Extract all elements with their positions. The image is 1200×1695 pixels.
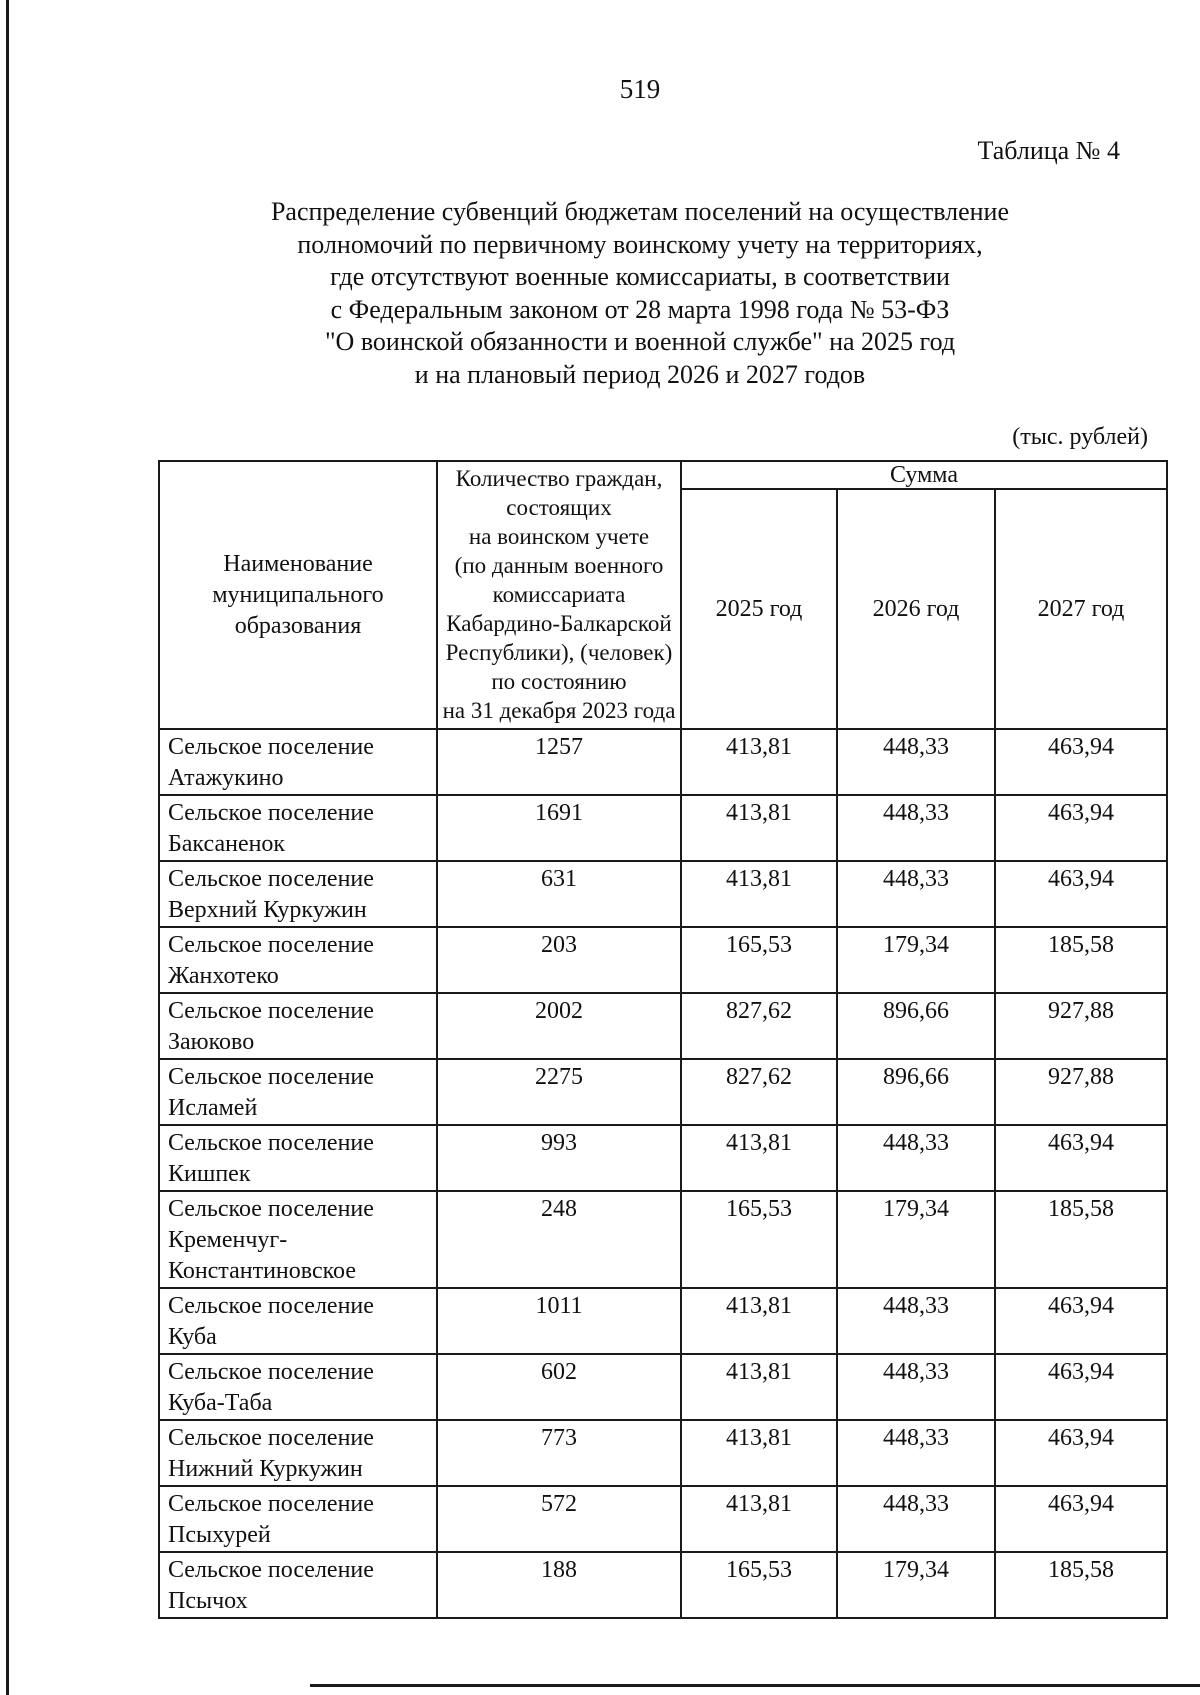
header-count-line: состоящих bbox=[506, 495, 612, 520]
amount-2027: 463,94 bbox=[995, 795, 1167, 861]
name-line: Сельское поселение bbox=[168, 800, 374, 826]
page-number: 519 bbox=[619, 74, 661, 104]
amount-2026: 448,33 bbox=[837, 1125, 995, 1191]
amount-2025: 165,53 bbox=[681, 1191, 837, 1288]
amount-2027: 185,58 bbox=[995, 1552, 1167, 1618]
amount-2026: 179,34 bbox=[837, 927, 995, 993]
header-sum: Сумма bbox=[681, 461, 1167, 489]
name-line: Сельское поселение bbox=[168, 1425, 374, 1451]
page-left-border bbox=[6, 0, 9, 1695]
citizen-count: 188 bbox=[437, 1552, 681, 1618]
citizen-count: 602 bbox=[437, 1354, 681, 1420]
municipality-name bbox=[159, 1125, 437, 1191]
header-count-line: на 31 декабря 2023 года bbox=[442, 698, 676, 723]
name-line: Кременчуг- bbox=[168, 1227, 288, 1253]
amount-2025: 413,81 bbox=[681, 795, 837, 861]
amount-2026: 179,34 bbox=[837, 1552, 995, 1618]
table-row bbox=[159, 1125, 1167, 1191]
amount-2026: 448,33 bbox=[837, 1288, 995, 1354]
name-line: Куба bbox=[168, 1324, 217, 1350]
municipality-name bbox=[159, 1486, 437, 1552]
citizen-count: 773 bbox=[437, 1420, 681, 1486]
table-row bbox=[159, 993, 1167, 1059]
table-label: Таблица № 4 bbox=[977, 136, 1120, 165]
amount-2026: 448,33 bbox=[837, 729, 995, 795]
table-row bbox=[159, 729, 1167, 795]
header-count-line: Республики), (человек) bbox=[445, 640, 673, 665]
name-line: Сельское поселение bbox=[168, 1196, 374, 1222]
subsidy-table bbox=[158, 460, 1168, 1619]
citizen-count: 2002 bbox=[437, 993, 681, 1059]
amount-2026: 448,33 bbox=[837, 1420, 995, 1486]
municipality-name bbox=[159, 1288, 437, 1354]
municipality-name bbox=[159, 795, 437, 861]
amount-2025: 827,62 bbox=[681, 993, 837, 1059]
amount-2026: 896,66 bbox=[837, 993, 995, 1059]
table-row bbox=[159, 1059, 1167, 1125]
amount-2025: 165,53 bbox=[681, 927, 837, 993]
name-line: Исламей bbox=[168, 1095, 258, 1121]
citizen-count: 1691 bbox=[437, 795, 681, 861]
name-line: Сельское поселение bbox=[168, 1130, 374, 1156]
name-line: Константиновское bbox=[168, 1258, 356, 1284]
amount-2025: 413,81 bbox=[681, 729, 837, 795]
header-count-line: по состоянию bbox=[491, 669, 627, 694]
name-line: Нижний Куркужин bbox=[168, 1456, 363, 1482]
amount-2026: 448,33 bbox=[837, 861, 995, 927]
title-line: "О воинской обязанности и военной службе" на 2025 год bbox=[324, 327, 956, 356]
name-line: Баксаненок bbox=[168, 831, 286, 857]
table-row bbox=[159, 1288, 1167, 1354]
amount-2026: 448,33 bbox=[837, 795, 995, 861]
name-line: Сельское поселение bbox=[168, 1064, 374, 1090]
amount-2027: 463,94 bbox=[995, 729, 1167, 795]
page-bottom-border bbox=[310, 1684, 1200, 1687]
citizen-count: 572 bbox=[437, 1486, 681, 1552]
amount-2027: 463,94 bbox=[995, 1420, 1167, 1486]
title-line: где отсутствуют военные комиссариаты, в соответствии bbox=[330, 262, 950, 291]
header-count-line: на воинском учете bbox=[468, 524, 650, 549]
amount-2027: 463,94 bbox=[995, 861, 1167, 927]
citizen-count: 248 bbox=[437, 1191, 681, 1288]
table-row bbox=[159, 1486, 1167, 1552]
name-line: Сельское поселение bbox=[168, 1557, 374, 1583]
name-line: Сельское поселение bbox=[168, 932, 374, 958]
municipality-name bbox=[159, 1191, 437, 1288]
header-count-line: Кабардино-Балкарской bbox=[446, 611, 672, 636]
amount-2027: 463,94 bbox=[995, 1288, 1167, 1354]
municipality-name bbox=[159, 993, 437, 1059]
units-note: (тыс. рублей) bbox=[1012, 424, 1148, 450]
municipality-name bbox=[159, 861, 437, 927]
table-row bbox=[159, 927, 1167, 993]
municipality-name bbox=[159, 1420, 437, 1486]
amount-2027: 185,58 bbox=[995, 927, 1167, 993]
municipality-name bbox=[159, 927, 437, 993]
amount-2026: 448,33 bbox=[837, 1486, 995, 1552]
name-line: Сельское поселение bbox=[168, 1293, 374, 1319]
title-line: с Федеральным законом от 28 марта 1998 года № 53-ФЗ bbox=[330, 294, 950, 324]
citizen-count: 1257 bbox=[437, 729, 681, 795]
name-line: Сельское поселение bbox=[168, 1491, 374, 1517]
table-row bbox=[159, 1354, 1167, 1420]
name-line: Сельское поселение bbox=[168, 866, 374, 892]
header-municipality bbox=[159, 461, 437, 729]
amount-2026: 179,34 bbox=[837, 1191, 995, 1288]
document-title bbox=[190, 196, 1090, 391]
amount-2025: 413,81 bbox=[681, 1125, 837, 1191]
citizen-count: 203 bbox=[437, 927, 681, 993]
name-line: Заюково bbox=[168, 1029, 255, 1055]
amount-2025: 413,81 bbox=[681, 1420, 837, 1486]
amount-2025: 165,53 bbox=[681, 1552, 837, 1618]
header-year-2025: 2025 год bbox=[681, 489, 837, 729]
header-count-line: комиссариата bbox=[492, 582, 626, 607]
municipality-name bbox=[159, 1552, 437, 1618]
amount-2025: 413,81 bbox=[681, 1288, 837, 1354]
citizen-count: 993 bbox=[437, 1125, 681, 1191]
header-name-line: образования bbox=[234, 612, 362, 639]
amount-2027: 463,94 bbox=[995, 1354, 1167, 1420]
amount-2025: 413,81 bbox=[681, 1354, 837, 1420]
amount-2026: 448,33 bbox=[837, 1354, 995, 1420]
name-line: Верхний Куркужин bbox=[168, 897, 367, 923]
amount-2027: 463,94 bbox=[995, 1486, 1167, 1552]
name-line: Сельское поселение bbox=[168, 1359, 374, 1385]
amount-2027: 927,88 bbox=[995, 1059, 1167, 1125]
title-line: Распределение субвенций бюджетам поселений на осуществление bbox=[270, 197, 1010, 226]
table-row bbox=[159, 1420, 1167, 1486]
name-line: Атажукино bbox=[168, 765, 284, 791]
name-line: Псыхурей bbox=[168, 1522, 271, 1548]
amount-2025: 827,62 bbox=[681, 1059, 837, 1125]
amount-2027: 927,88 bbox=[995, 993, 1167, 1059]
amount-2027: 185,58 bbox=[995, 1191, 1167, 1288]
name-line: Псычох bbox=[168, 1588, 248, 1614]
header-name-line: Наименование bbox=[223, 550, 373, 577]
header-year-2027: 2027 год bbox=[995, 489, 1167, 729]
amount-2025: 413,81 bbox=[681, 1486, 837, 1552]
municipality-name bbox=[159, 1059, 437, 1125]
citizen-count: 1011 bbox=[437, 1288, 681, 1354]
amount-2027: 463,94 bbox=[995, 1125, 1167, 1191]
name-line: Жанхотеко bbox=[168, 963, 279, 989]
table-row bbox=[159, 795, 1167, 861]
citizen-count: 631 bbox=[437, 861, 681, 927]
title-line: и на плановый период 2026 и 2027 годов bbox=[414, 359, 866, 389]
name-line: Куба-Таба bbox=[168, 1390, 273, 1416]
name-line: Сельское поселение bbox=[168, 734, 374, 760]
table-row bbox=[159, 1552, 1167, 1618]
municipality-name bbox=[159, 1354, 437, 1420]
header-name-line: муниципального bbox=[212, 581, 384, 608]
title-line: полномочий по первичному воинскому учету на территориях, bbox=[297, 229, 983, 259]
name-line: Кишпек bbox=[168, 1161, 251, 1187]
amount-2025: 413,81 bbox=[681, 861, 837, 927]
municipality-name bbox=[159, 729, 437, 795]
header-count-line: (по данным военного bbox=[454, 553, 664, 578]
amount-2026: 896,66 bbox=[837, 1059, 995, 1125]
header-year-2026: 2026 год bbox=[837, 489, 995, 729]
header-citizen-count bbox=[437, 461, 681, 729]
citizen-count: 2275 bbox=[437, 1059, 681, 1125]
name-line: Сельское поселение bbox=[168, 998, 374, 1024]
table-row bbox=[159, 1191, 1167, 1288]
header-count-line: Количество граждан, bbox=[455, 466, 663, 491]
table-row bbox=[159, 861, 1167, 927]
